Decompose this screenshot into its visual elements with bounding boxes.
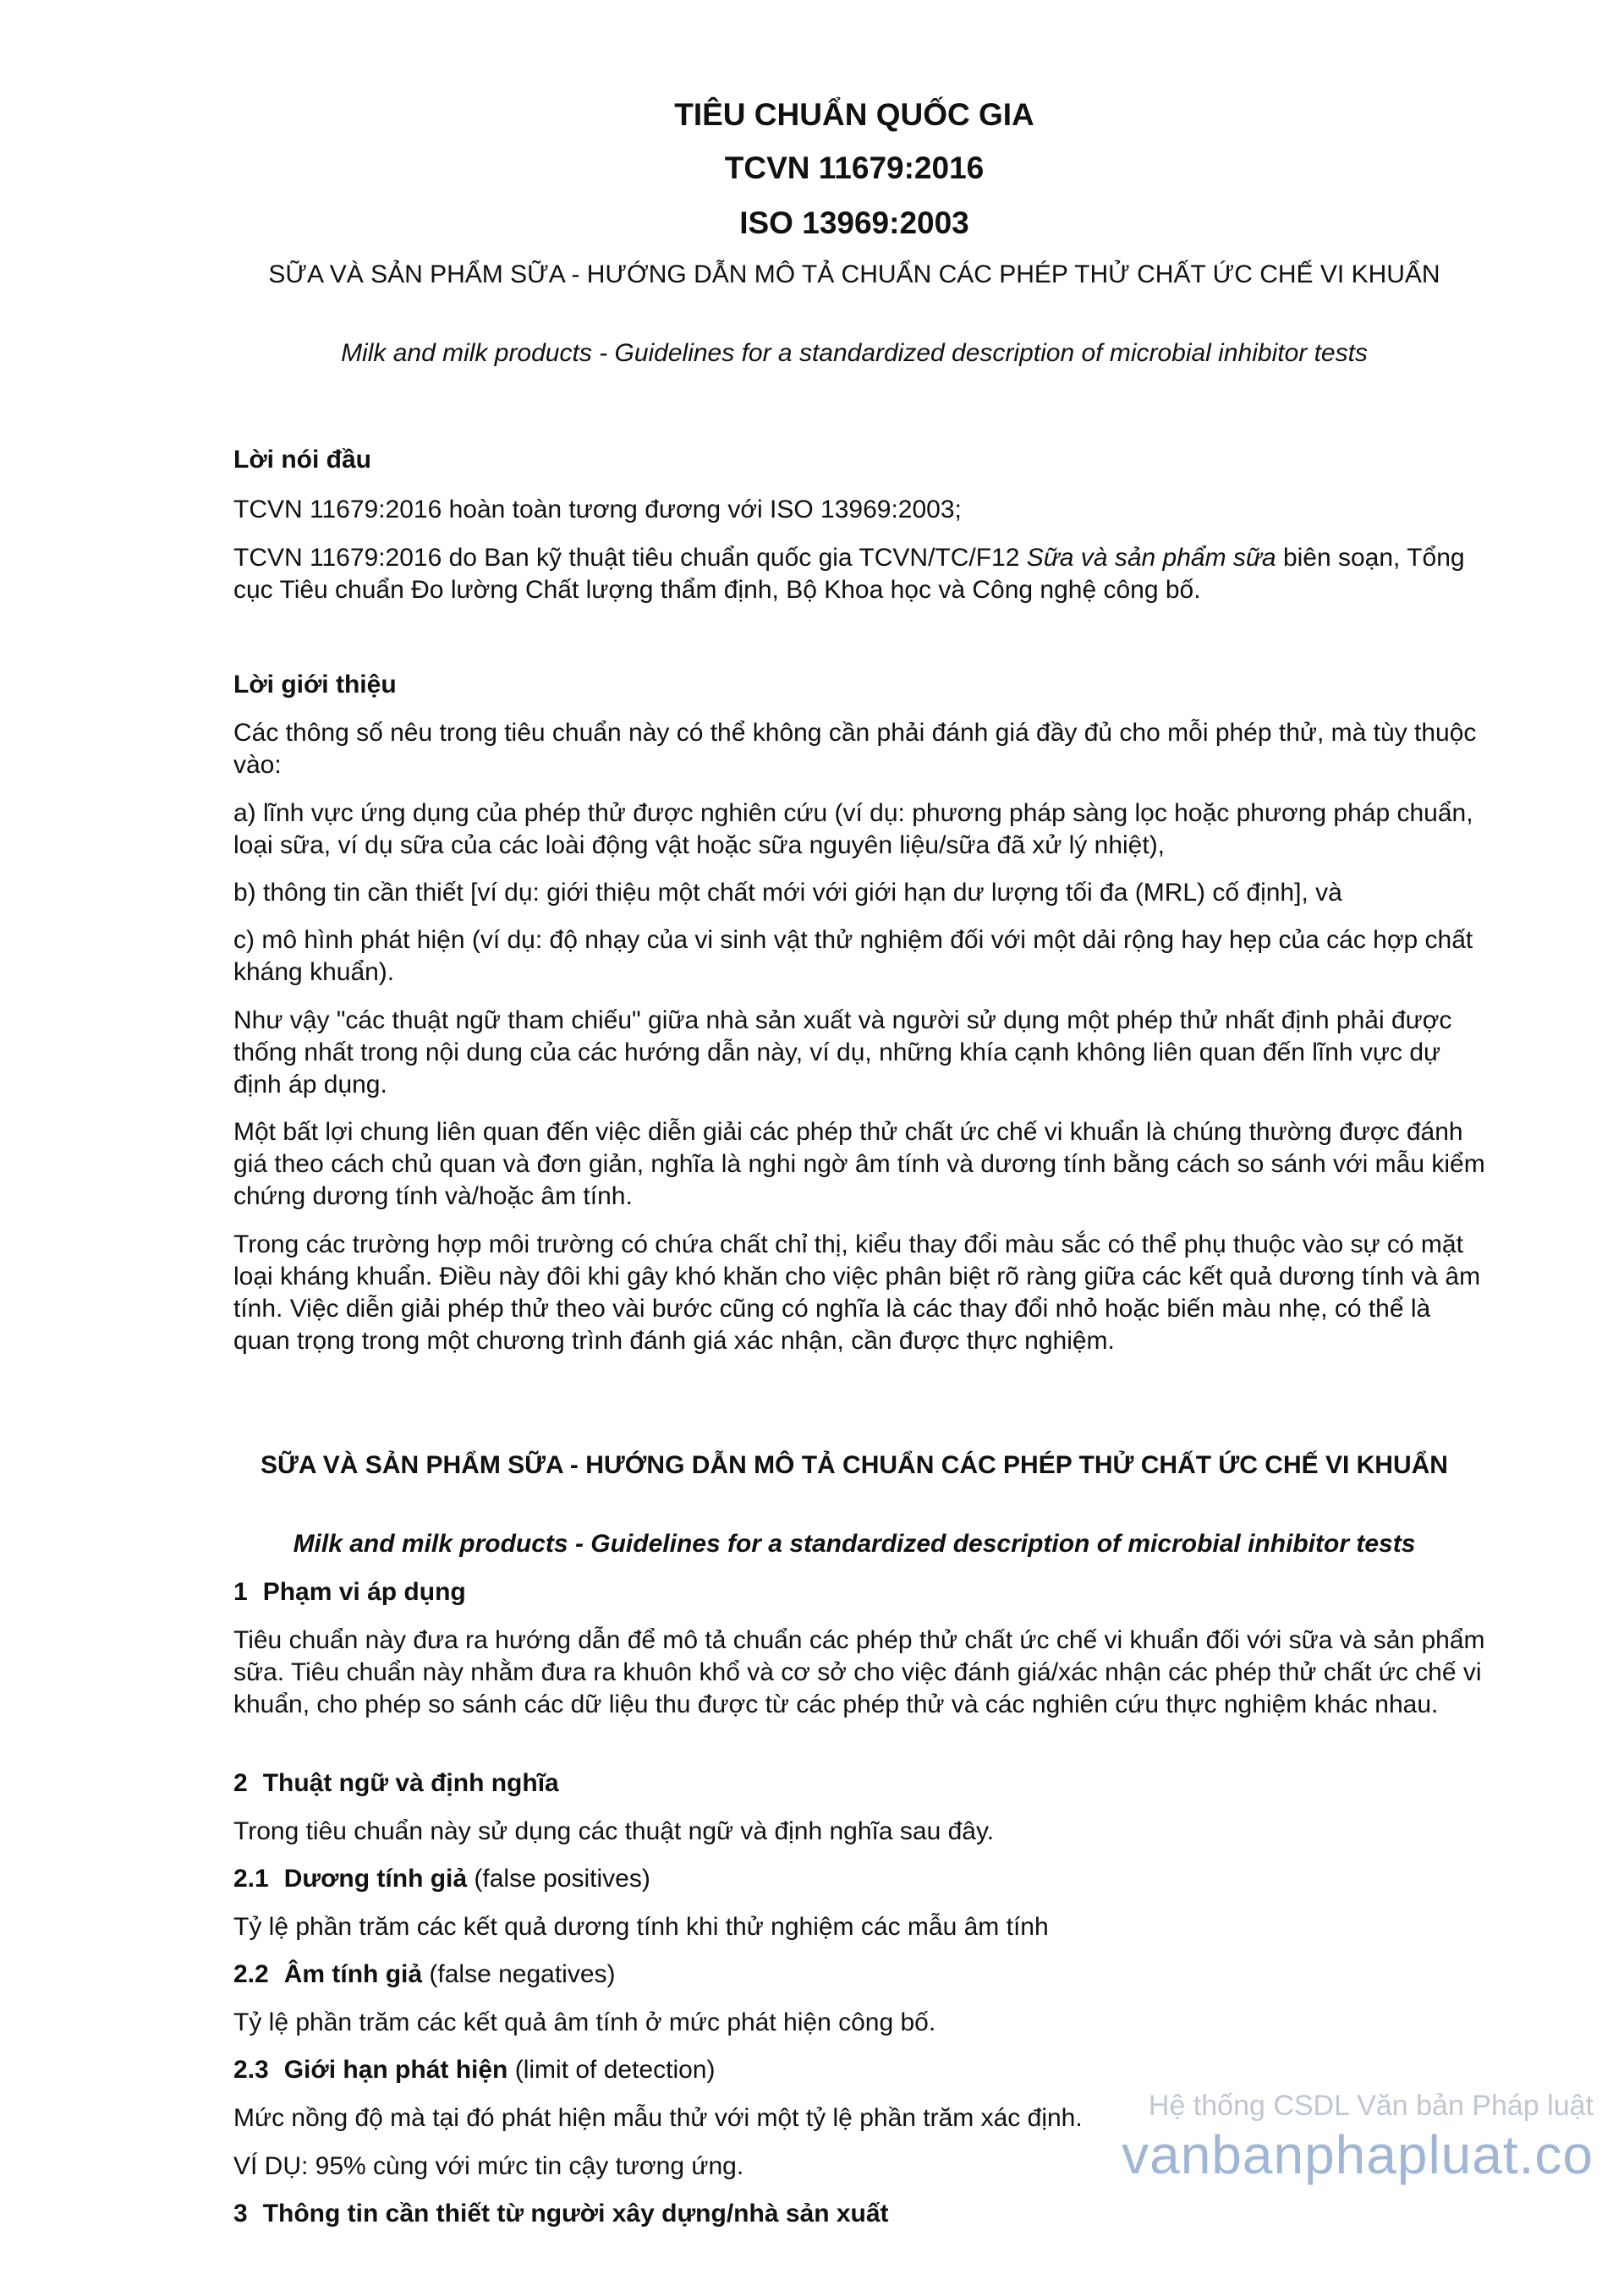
introduction-item-c: c) mô hình phát hiện (ví dụ: độ nhạy của vi sinh vật thử nghiệm đối với một dải rộng hay hẹp của các hợp chất kháng khuẩn).: [233, 926, 1473, 986]
term-2-2-definition: Tỷ lệ phần trăm các kết quả âm tính ở mức phát hiện công bố.: [233, 2008, 936, 2036]
standard-code: TCVN 11679:2016: [724, 151, 985, 185]
term-2-2: 2.2 Âm tính giả (false negatives): [233, 1960, 616, 1988]
body-en-title: Milk and milk products - Guidelines for a standardized description of microbial inhibitor tests: [293, 1530, 1416, 1558]
foreword-paragraph-2: TCVN 11679:2016 do Ban kỹ thuật tiêu chuẩn quốc gia TCVN/TC/F12 Sữa và sản phẩm sữa biên soạn, Tổng cục Tiêu chuẩn Đo lường Chất lượng thẩm định, Bộ Khoa học và Công nghệ công bố.: [233, 544, 1465, 604]
term-2-3-example: VÍ DỤ: 95% cùng với mức tin cậy tương ứng.: [233, 2152, 744, 2180]
section-2-text: Trong tiêu chuẩn này sử dụng các thuật ngữ và định nghĩa sau đây.: [233, 1817, 995, 1845]
introduction-heading: Lời giới thiệu: [233, 671, 397, 699]
foreword-heading: Lời nói đầu: [233, 446, 371, 474]
en-title: Milk and milk products - Guidelines for a standardized description of microbial inhibitor tests: [341, 339, 1368, 367]
section-2-heading: 2 Thuật ngữ và định nghĩa: [233, 1769, 559, 1797]
introduction-item-b: b) thông tin cần thiết [ví dụ: giới thiệu một chất mới với giới hạn dư lượng tối đa (MRL) cố định], và: [233, 879, 1342, 907]
document-title: TIÊU CHUẨN QUỐC GIA: [674, 97, 1034, 132]
introduction-paragraph-1: Các thông số nêu trong tiêu chuẩn này có thể không cần phải đánh giá đầy đủ cho mỗi phép thử, mà tùy thuộc vào:: [233, 719, 1477, 779]
term-2-1: 2.1 Dương tính giả (false positives): [233, 1865, 650, 1893]
watermark-caption: Hệ thống CSDL Văn bản Pháp luật: [1148, 2090, 1594, 2122]
foreword-paragraph-1: TCVN 11679:2016 hoàn toàn tương đương với ISO 13969:2003;: [233, 496, 962, 523]
watermark-site: vanbanphapluat.co: [1122, 2124, 1594, 2185]
introduction-item-a: a) lĩnh vực ứng dụng của phép thử được nghiên cứu (ví dụ: phương pháp sàng lọc hoặc phương pháp chuẩn, loại sữa, ví dụ sữa của các loài động vật hoặc sữa nguyên liệu/sữa đã xử lý nhiệt),: [233, 799, 1473, 859]
section-1-heading: 1 Phạm vi áp dụng: [233, 1578, 466, 1606]
introduction-paragraph-4: Trong các trường hợp môi trường có chứa chất chỉ thị, kiểu thay đổi màu sắc có thể phụ thuộc vào sự có mặt loại kháng khuẩn. Điều này đôi khi gây khó khăn cho việc phân biệt rõ ràng giữa các kết quả dương tính và âm tính. Việc diễn giải phép thử theo vài bước cũng có nghĩa là các thay đổi nhỏ hoặc biến màu nhẹ, có thể là quan trọng trong một chương trình đánh giá xác nhận, cần được thực nghiệm.: [233, 1230, 1481, 1355]
term-2-1-definition: Tỷ lệ phần trăm các kết quả dương tính khi thử nghiệm các mẫu âm tính: [233, 1913, 1049, 1941]
vn-title: SỮA VÀ SẢN PHẨM SỮA - HƯỚNG DẪN MÔ TẢ CHUẨN CÁC PHÉP THỬ CHẤT ỨC CHẾ VI KHUẨN: [268, 260, 1440, 288]
body-vn-title: SỮA VÀ SẢN PHẨM SỮA - HƯỚNG DẪN MÔ TẢ CHUẨN CÁC PHÉP THỬ CHẤT ỨC CHẾ VI KHUẨN: [261, 1451, 1448, 1479]
term-2-3: 2.3 Giới hạn phát hiện (limit of detection): [233, 2056, 716, 2084]
section-3-heading: 3 Thông tin cần thiết từ người xây dựng/nhà sản xuất: [233, 2200, 889, 2228]
introduction-paragraph-3: Một bất lợi chung liên quan đến việc diễn giải các phép thử chất ức chế vi khuẩn là chúng thường được đánh giá theo cách chủ quan và đơn giản, nghĩa là nghi ngờ âm tính và dương tính bằng cách so sánh với mẫu kiểm chứng dương tính và/hoặc âm tính.: [233, 1118, 1485, 1210]
introduction-paragraph-2: Như vậy "các thuật ngữ tham chiếu" giữa nhà sản xuất và người sử dụng một phép thử nhất định phải được thống nhất trong nội dung của các hướng dẫn này, ví dụ, những khía cạnh không liên quan đến lĩnh vực dự định áp dụng.: [233, 1006, 1452, 1099]
term-2-3-definition: Mức nồng độ mà tại đó phát hiện mẫu thử với một tỷ lệ phần trăm xác định.: [233, 2104, 1083, 2132]
section-1-text: Tiêu chuẩn này đưa ra hướng dẫn để mô tả chuẩn các phép thử chất ức chế vi khuẩn đối với sữa và sản phẩm sữa. Tiêu chuẩn này nhằm đưa ra khuôn khổ và cơ sở cho việc đánh giá/xác nhận các phép thử chất ức chế vi khuẩn, cho phép so sánh các dữ liệu thu được từ các phép thử và các nghiên cứu thực nghiệm khác nhau.: [233, 1626, 1485, 1718]
iso-code: ISO 13969:2003: [739, 205, 969, 240]
